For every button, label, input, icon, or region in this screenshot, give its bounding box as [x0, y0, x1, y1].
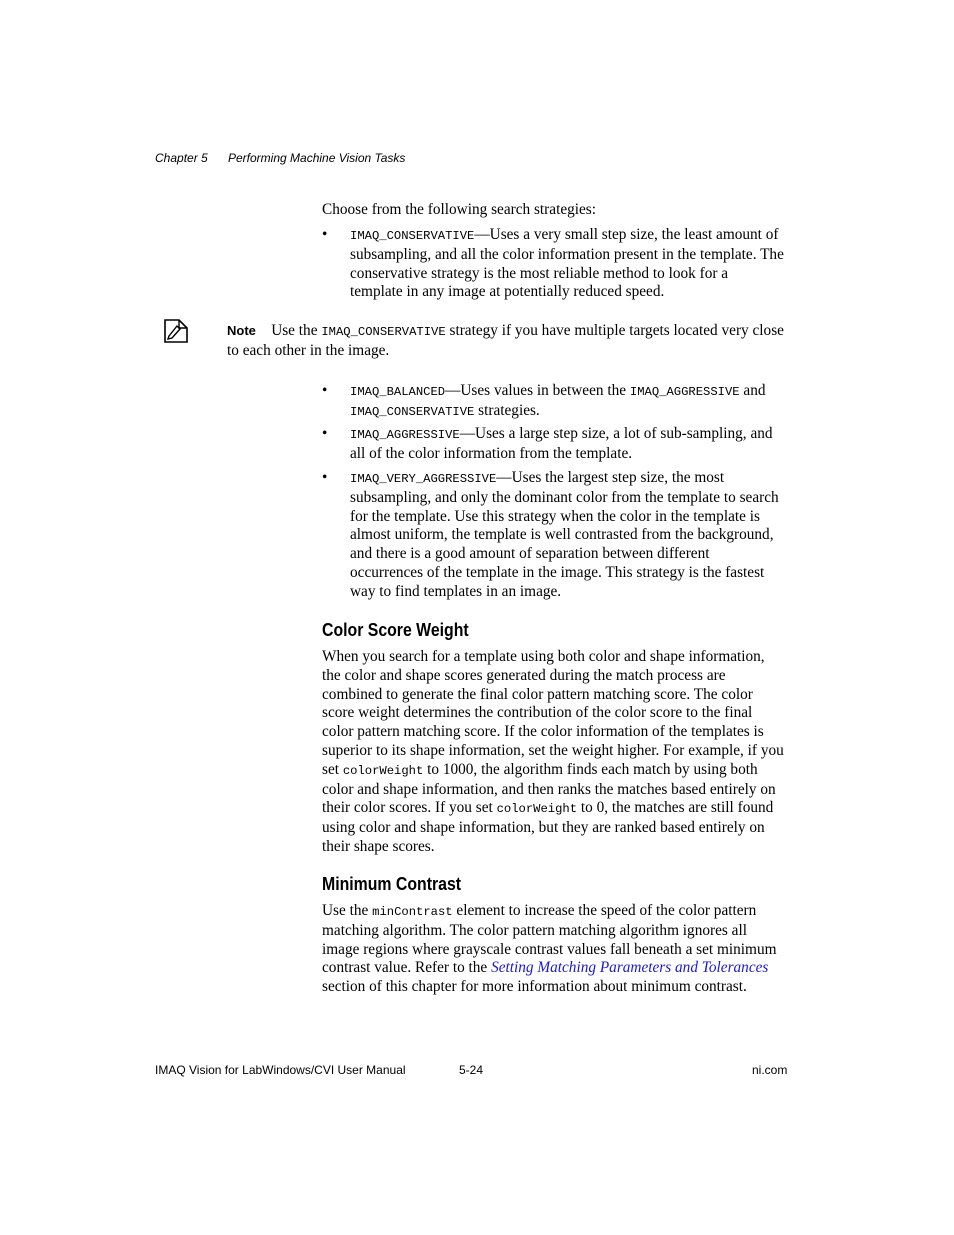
bullet-text [350, 469, 784, 602]
paragraph-text: When you search for a template using both color and shape information, the color and shape scores generated during the match process are combined to generate the final color pattern matching score. The color score weight determines the contribution of the color score to the final color pattern matching score. If the color information of the templates is superior to its shape information, set the weight higher. For example, if you set [322, 648, 784, 778]
footer-site-link[interactable]: ni.com [752, 1063, 788, 1077]
cross-reference-link[interactable]: Setting Matching Parameters and Tolerances [491, 959, 769, 977]
bullet-description: —Uses the largest step size, the most subsampling, and only the dominant color from the template to search for the template. Use this strategy when the color in the template is almost uniform, the template is well contrasted from the background, and there is a good amount of separation between different occurrences of the template in the image. This strategy is the fastest way to find templates in an image. [350, 469, 779, 600]
bullet-description: strategies. [474, 401, 540, 419]
bullet-dot: • [322, 226, 328, 243]
code-term: IMAQ_BALANCED [350, 385, 446, 399]
bullet-text [350, 425, 784, 464]
section-paragraph [322, 902, 784, 997]
note-post: strategy if you have multiple targets located very close to each other in the image. [227, 322, 784, 359]
header-chapter: Chapter 5 [155, 151, 208, 165]
footer-page-number: 5-24 [459, 1063, 484, 1077]
bullet-description: —Uses a very small step size, the least amount of subsampling, and all the color information present in the template. The conservative strategy is the most reliable method to look for a template in any image at potentially reduced speed. [350, 226, 784, 301]
bullet-text [350, 382, 784, 422]
code-term: IMAQ_CONSERVATIVE [350, 229, 475, 243]
paragraph-text: section of this chapter for more information about minimum contrast. [322, 978, 747, 996]
code-term: IMAQ_CONSERVATIVE [350, 404, 475, 419]
code-term: colorWeight [342, 763, 424, 778]
note-icon [162, 317, 190, 345]
code-term: minContrast [372, 905, 453, 919]
bullet-dot: • [322, 469, 328, 486]
bullet-description: —Uses values in between the [445, 382, 630, 399]
note-pre: Use the [271, 322, 322, 339]
code-term: IMAQ_AGGRESSIVE [629, 385, 740, 399]
bullet-text [350, 226, 784, 302]
code-term: colorWeight [496, 802, 578, 817]
header-title: Performing Machine Vision Tasks [228, 151, 406, 165]
code-term: IMAQ_AGGRESSIVE [350, 428, 460, 442]
section-heading: Color Score Weight [322, 620, 469, 640]
paragraph-text: to 1000, the algorithm finds each match by using both color and shape information, and then ranks the matches based entirely on their color scores. If you set [322, 760, 776, 817]
bullet-dot: • [322, 382, 328, 399]
paragraph-text: Use the [322, 902, 373, 919]
bullet-description: —Uses a large step size, a lot of sub-sampling, and all of the color information from the template. [350, 425, 773, 462]
note-block [227, 322, 787, 361]
code-term: IMAQ_VERY_AGGRESSIVE [350, 472, 497, 486]
section-paragraph [322, 648, 784, 857]
bullet-dot: • [322, 425, 328, 442]
section-heading: Minimum Contrast [322, 874, 462, 894]
note-label: Note [227, 323, 256, 338]
bullet-description: and [739, 382, 766, 399]
paragraph-text: element to increase the speed of the color pattern matching algorithm. The color pattern matching algorithm ignores all image regions where grayscale contrast values fall beneath a set minimum contrast value. Refer to the [322, 902, 777, 977]
code-term: IMAQ_CONSERVATIVE [321, 325, 446, 339]
intro-text: Choose from the following search strategies: [322, 201, 596, 218]
footer-manual-title: IMAQ Vision for LabWindows/CVI User Manual [155, 1063, 406, 1077]
paragraph-text: to 0, the matches are still found using color and shape information, but they are ranked based entirely on their shape scores. [322, 799, 774, 855]
